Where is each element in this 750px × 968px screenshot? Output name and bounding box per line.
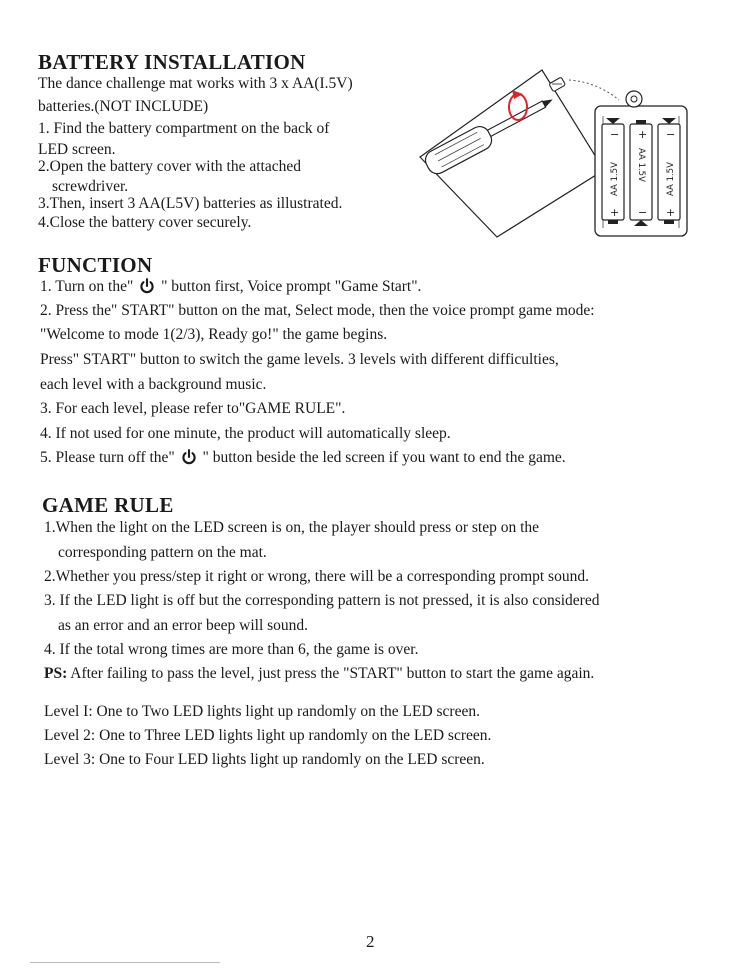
function-line-4: Press" START" button to switch the game levels. 3 levels with different difficulties, xyxy=(40,351,559,368)
battery-line: screwdriver. xyxy=(52,178,129,195)
battery-1 xyxy=(602,124,624,224)
battery-line: batteries.(NOT INCLUDE) xyxy=(38,98,209,115)
battery-plus-label: + xyxy=(638,128,648,141)
game-rule-line: 3. If the LED light is off but the corresponding pattern is not pressed, it is also considered xyxy=(44,592,600,609)
function-line-1: 1. Turn on the" " button first, Voice prompt "Game Start". xyxy=(40,278,422,295)
ps-note: PS: After failing to pass the level, just press the "START" button to start the game again. xyxy=(44,665,595,682)
battery-2 xyxy=(630,120,652,220)
battery-minus-label: − xyxy=(666,128,676,141)
power-icon xyxy=(139,278,155,294)
battery-line: 4.Close the battery cover securely. xyxy=(38,214,252,231)
function-heading: FUNCTION xyxy=(38,253,153,277)
battery-label: AA 1.5V xyxy=(610,162,620,196)
footer-divider xyxy=(30,962,220,963)
function-line-2: 2. Press the" START" button on the mat, Select mode, then the voice prompt game mode: xyxy=(40,302,595,319)
battery-line: The dance challenge mat works with 3 x AA(I.5V) xyxy=(38,75,353,92)
battery-installation-illustration xyxy=(412,62,697,247)
battery-line: 1. Find the battery compartment on the back of xyxy=(38,120,330,137)
battery-line: LED screen. xyxy=(38,141,116,158)
battery-3 xyxy=(658,124,680,224)
game-rule-line: 2.Whether you press/step it right or wrong, there will be a corresponding prompt sound. xyxy=(44,568,589,585)
function-line-5: each level with a background music. xyxy=(40,376,267,393)
game-rule-line: 1.When the light on the LED screen is on, the player should press or step on the xyxy=(44,519,540,536)
function-line-7: 4. If not used for one minute, the product will automatically sleep. xyxy=(40,425,451,442)
battery-line: 3.Then, insert 3 AA(L5V) batteries as illustrated. xyxy=(38,195,343,212)
battery-plus-label: + xyxy=(610,206,620,219)
function-line-6: 3. For each level, please refer to"GAME RULE". xyxy=(40,400,346,417)
battery-minus-label: − xyxy=(610,128,620,141)
game-rule-heading: GAME RULE xyxy=(42,493,174,517)
battery-label: AA 1.5V xyxy=(666,162,676,196)
level-line: Level 2: One to Three LED lights light up randomly on the LED screen. xyxy=(44,727,492,744)
game-rule-line: 4. If the total wrong times are more than 6, the game is over. xyxy=(44,641,419,658)
function-line-8: 5. Please turn off the" " button beside the led screen if you want to end the game. xyxy=(40,449,566,466)
function-line-3: "Welcome to mode 1(2/3), Ready go!" the game begins. xyxy=(40,326,388,343)
battery-line: 2.Open the battery cover with the attached xyxy=(38,158,301,175)
ps-label: PS: xyxy=(44,665,68,682)
page-number: 2 xyxy=(366,932,375,951)
battery-minus-label: − xyxy=(638,206,648,219)
power-icon xyxy=(181,449,197,465)
level-line: Level I: One to Two LED lights light up randomly on the LED screen. xyxy=(44,703,480,720)
game-rule-line: corresponding pattern on the mat. xyxy=(58,544,267,561)
battery-label: AA 1.5V xyxy=(636,148,646,182)
battery-heading: BATTERY INSTALLATION xyxy=(38,50,306,74)
battery-plus-label: + xyxy=(666,206,676,219)
level-line: Level 3: One to Four LED lights light up randomly on the LED screen. xyxy=(44,751,485,768)
game-rule-line: as an error and an error beep will sound. xyxy=(58,617,309,634)
